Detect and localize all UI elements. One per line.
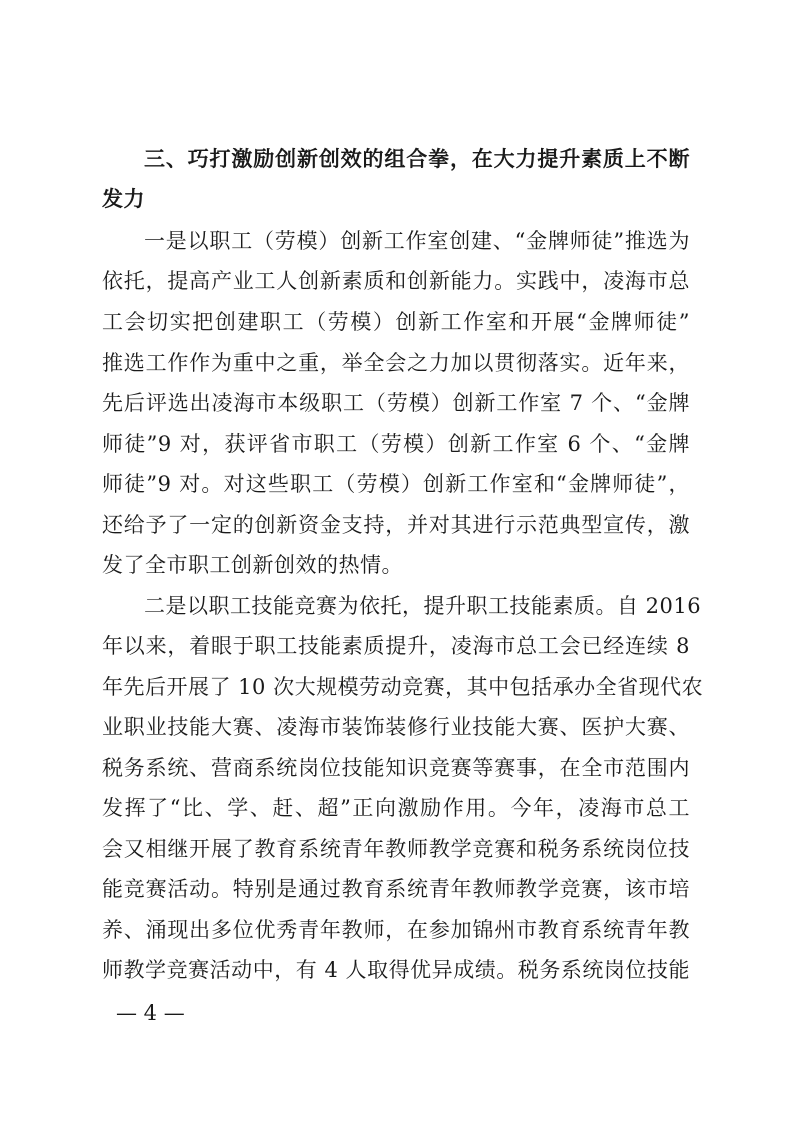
paragraph1-line-6: 师徒”9 对，获评省市职工（劳模）创新工作室 6 个、“金牌 bbox=[102, 432, 690, 456]
paragraph2-line-9: 养、涌现出多位优秀青年教师，在参加锦州市教育系统青年教 bbox=[102, 918, 690, 942]
paragraph2-line-10: 师教学竞赛活动中，有 4 人取得优异成绩。税务系统岗位技能 bbox=[102, 958, 690, 982]
paragraph1-line-8: 还给予了一定的创新资金支持，并对其进行示范典型宣传，激 bbox=[102, 513, 690, 537]
paragraph1-line-5: 先后评选出凌海市本级职工（劳模）创新工作室 7 个、“金牌 bbox=[102, 391, 690, 415]
paragraph1-line-9: 发了全市职工创新创效的热情。 bbox=[102, 553, 403, 577]
page-number: — 4 — bbox=[116, 1001, 185, 1025]
paragraph2-line-8: 能竞赛活动。特别是通过教育系统青年教师教学竞赛，该市培 bbox=[102, 877, 690, 901]
paragraph2-line-4: 业职业技能大赛、凌海市装饰装修行业技能大赛、医护大赛、 bbox=[102, 715, 690, 739]
paragraph2-line-1: 二是以职工技能竞赛为依托，提升职工技能素质。自 2016 bbox=[144, 594, 702, 618]
paragraph2-line-2: 年以来，着眼于职工技能素质提升，凌海市总工会已经连续 8 bbox=[102, 634, 690, 658]
paragraph1-line-1: 一是以职工（劳模）创新工作室创建、“金牌师徒”推选为 bbox=[144, 229, 690, 253]
paragraph2-line-7: 会又相继开展了教育系统青年教师教学竞赛和税务系统岗位技 bbox=[102, 837, 690, 861]
paragraph1-line-3: 工会切实把创建职工（劳模）创新工作室和开展“金牌师徒” bbox=[102, 310, 690, 334]
section-heading-line-2: 发力 bbox=[102, 187, 145, 211]
paragraph1-line-7: 师徒”9 对。对这些职工（劳模）创新工作室和“金牌师徒”， bbox=[102, 472, 690, 496]
paragraph2-line-6: 发挥了“比、学、赶、超”正向激励作用。今年，凌海市总工 bbox=[102, 796, 690, 820]
paragraph2-line-3: 年先后开展了 10 次大规模劳动竞赛，其中包括承办全省现代农 bbox=[102, 675, 704, 699]
paragraph1-line-2: 依托，提高产业工人创新素质和创新能力。实践中，凌海市总 bbox=[102, 269, 690, 293]
section-heading-line-1: 三、巧打激励创新创效的组合拳，在大力提升素质上不断 bbox=[144, 147, 690, 171]
paragraph1-line-4: 推选工作作为重中之重，举全会之力加以贯彻落实。近年来， bbox=[102, 351, 690, 375]
paragraph2-line-5: 税务系统、营商系统岗位技能知识竞赛等赛事，在全市范围内 bbox=[102, 756, 690, 780]
